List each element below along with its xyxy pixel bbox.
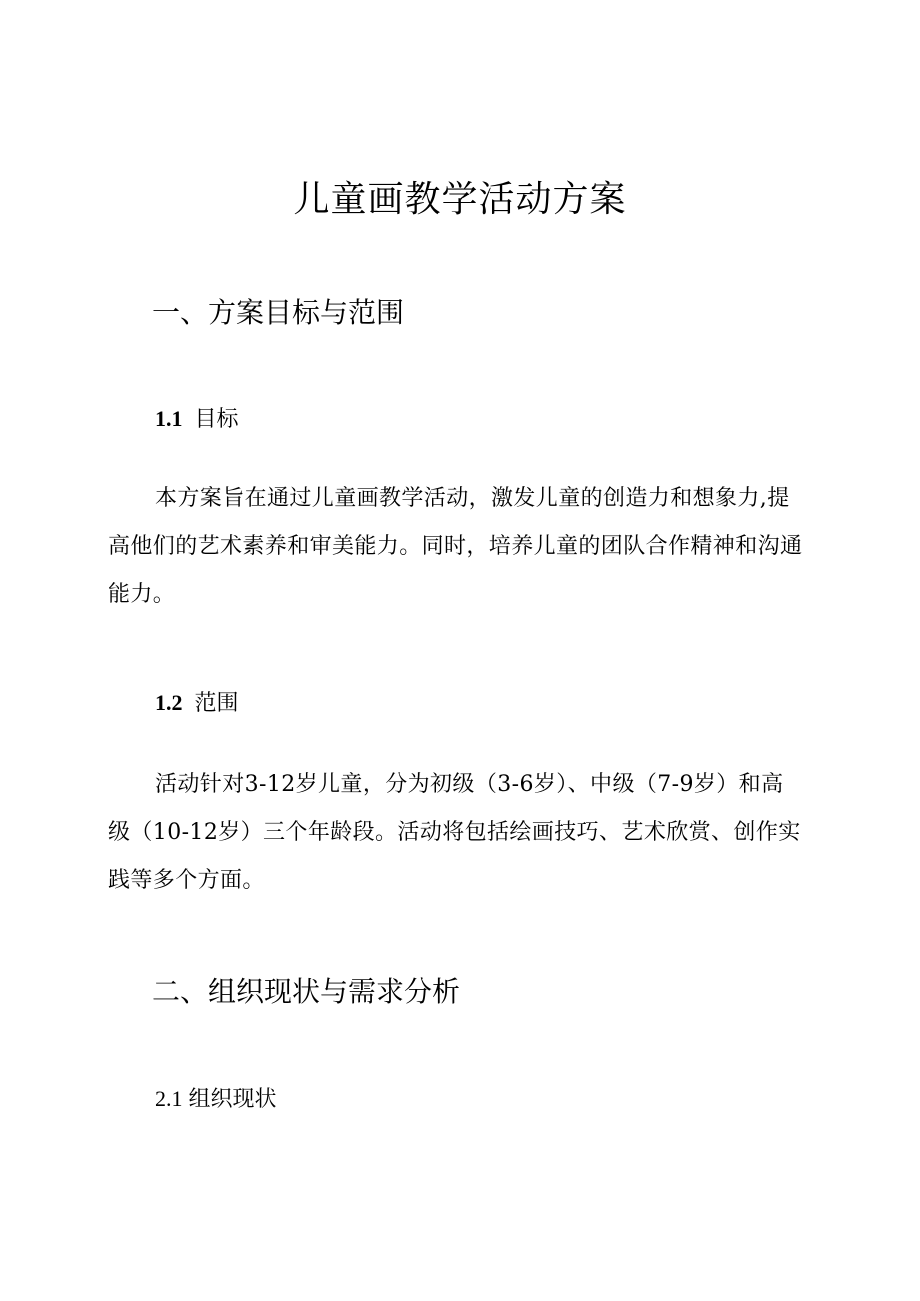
paragraph-line: 高他们的艺术素养和审美能力。同时，培养儿童的团队合作精神和沟通 <box>108 534 803 559</box>
subsection-2-1-heading <box>155 1083 277 1116</box>
paragraph-line: 活动针对3-12岁儿童，分为初级（3-6岁）、中级（7-9岁）和高 <box>155 772 784 797</box>
paragraph-line: 践等多个方面。 <box>108 868 265 893</box>
paragraph-line: 能力。 <box>108 582 176 607</box>
subsection-label: 组织现状 <box>188 1087 277 1112</box>
subsection-number: 2.1 <box>155 1086 183 1111</box>
subsection-number: 1.1 <box>155 406 183 431</box>
paragraph-line: 级（10-12岁）三个年龄段。活动将包括绘画技巧、艺术欣赏、创作实 <box>108 820 801 845</box>
paragraph-goal <box>108 475 802 619</box>
document-title: 儿童画教学活动方案 <box>293 179 627 220</box>
section-1-heading: 一、方案目标与范围 <box>152 296 405 329</box>
section-2-heading: 二、组织现状与需求分析 <box>152 975 461 1008</box>
subsection-1-1-heading <box>155 403 239 436</box>
subsection-label: 目标 <box>194 407 239 432</box>
paragraph-scope <box>108 761 801 905</box>
subsection-label: 范围 <box>194 691 239 716</box>
paragraph-line: 本方案旨在通过儿童画教学活动，激发儿童的创造力和想象力,提 <box>155 486 790 511</box>
subsection-number: 1.2 <box>155 690 183 715</box>
subsection-1-2-heading <box>155 687 239 720</box>
